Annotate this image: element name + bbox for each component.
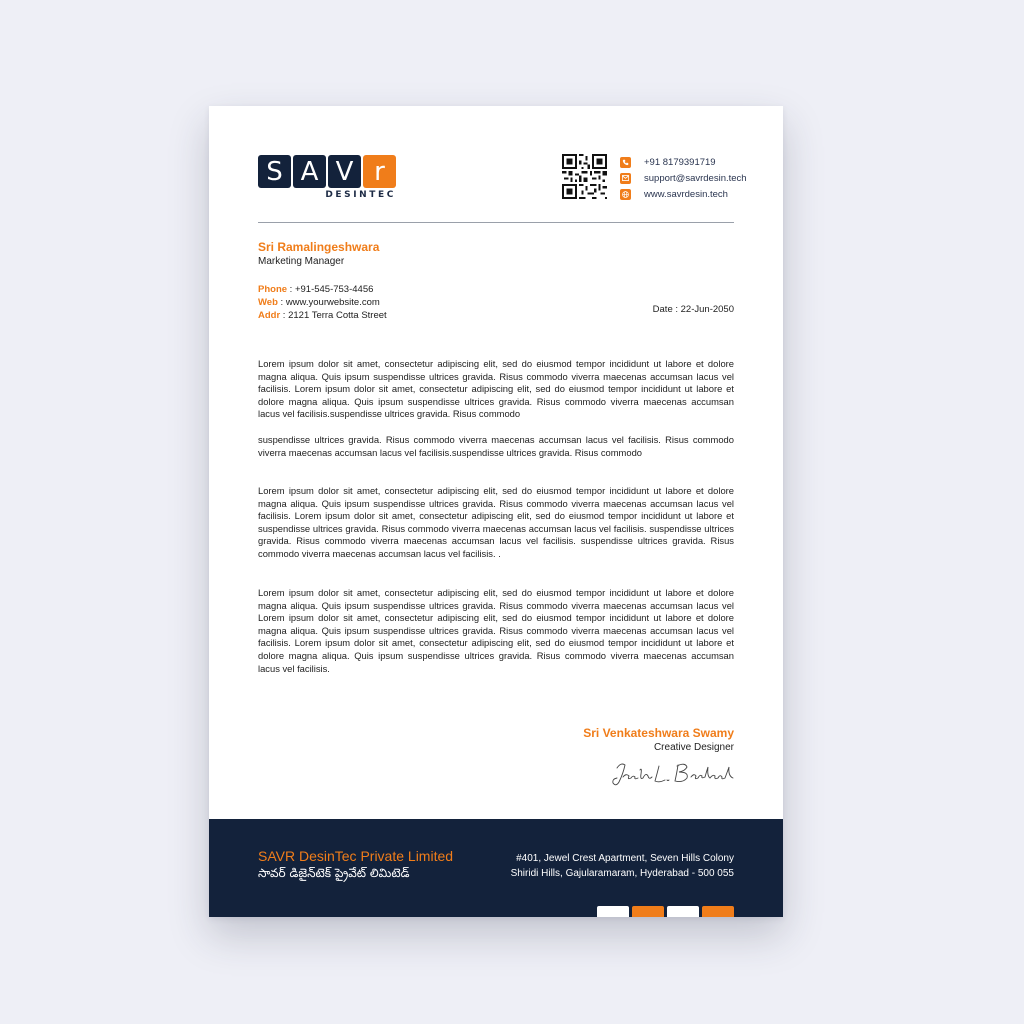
sender-details [258, 283, 387, 322]
header-divider [258, 222, 734, 223]
contact-website [620, 186, 747, 202]
logo-letter-v: V [328, 155, 361, 188]
footer-company [258, 848, 453, 882]
contact-website-text: www.savrdesin.tech [644, 188, 728, 200]
signoff-name: Sri Venkateshwara Swamy [583, 726, 734, 740]
sender-web-line: Web : www.yourwebsite.com [258, 297, 380, 308]
contact-email [620, 170, 747, 186]
sender-phone-label: Phone [258, 284, 288, 295]
phone-icon [620, 157, 631, 168]
logo-letter-s: S [258, 155, 291, 188]
qr-code-icon [562, 154, 607, 199]
body-paragraph-3: Lorem ipsum dolor sit amet, consectetur adipiscing elit, sed do eiusmod tempor incididunt ut labore et dolore magna aliqua. Quis ipsum suspendisse ultrices gravida. Risus commodo viverra maecenas accumsan lacus vel facilisis. Lorem ipsum dolor sit amet, consectetur adipiscing elit, sed do eiusmod tempor incididunt ut labore et suspendisse ultrices gravida. Risus commodo viverra maecenas accumsan lacus vel facilisis. suspendisse ultrices gravida. Risus commodo viverra maecenas accumsan lacus vel facilisis. suspendisse ultrices gravida. Risus commodo viverra maecenas accumsan lacus vel facilisis. . [258, 485, 734, 559]
logo-letter-r: r [363, 155, 396, 188]
footer-address [511, 851, 734, 881]
footer-color-tabs [597, 906, 734, 917]
contact-phone-text: +91 8179391719 [644, 156, 716, 168]
logo-subtitle: DESINTEC [325, 190, 396, 200]
footer-tab-orange-1 [632, 906, 664, 917]
handwritten-signature [607, 756, 737, 790]
footer-company-telugu: సావర్ డిజైన్‌టెక్ ప్రైవేట్ లిమిటెడ్ [258, 866, 410, 880]
footer-address-line-2: Shiridi Hills, Gajularamaram, Hyderabad - 500 055 [510, 868, 734, 879]
sender-web-label: Web [258, 297, 278, 308]
footer-tab-white-2 [667, 906, 699, 917]
footer-address-line-1: #401, Jewel Crest Apartment, Seven Hills Colony [516, 853, 734, 864]
letterhead-sheet [209, 106, 783, 917]
footer-tab-orange-2 [702, 906, 734, 917]
signoff-title: Creative Designer [653, 742, 734, 753]
letter-date: Date : 22-Jun-2050 [652, 304, 734, 315]
contact-phone [620, 154, 747, 170]
mail-icon [620, 173, 631, 184]
sender-addr-line: Addr : 2121 Terra Cotta Street [258, 310, 387, 321]
sender-phone-line: Phone : +91-545-753-4456 [258, 284, 374, 295]
body-paragraph-4: Lorem ipsum dolor sit amet, consectetur adipiscing elit, sed do eiusmod tempor incididunt ut labore et dolore magna aliqua. Quis ipsum suspendisse ultrices gravida. Risus commodo viverra maecenas accumsan lacus vel Lorem ipsum dolor sit amet, consectetur adipiscing elit, sed do eiusmod tempor incididunt ut labore et dolore magna aliqua. Quis ipsum suspendisse ultrices gravida. Risus commodo viverra maecenas accumsan lacus vel facilisis. Lorem ipsum dolor sit amet, consectetur adipiscing elit, sed do eiusmod tempor incididunt ut labore et dolore magna aliqua. Quis ipsum suspendisse ultrices gravida. Risus commodo viverra maecenas accumsan lacus vel facilisis. [258, 587, 734, 674]
footer-band [209, 819, 783, 917]
sender-phone-value: +91-545-753-4456 [294, 284, 374, 295]
body-paragraph-2: suspendisse ultrices gravida. Risus commodo viverra maecenas accumsan lacus vel facilisis. Risus commodo viverra maecenas accumsan lacus vel facilisis.suspendisse ultrices gravida. Risus commodo [258, 434, 734, 458]
sender-name: Sri Ramalingeshwara [258, 240, 380, 254]
footer-company-name: SAVR DesinTec Private Limited [258, 848, 454, 864]
sender-addr-value: 2121 Terra Cotta Street [288, 310, 387, 321]
globe-icon [620, 189, 631, 200]
sender-title: Marketing Manager [258, 256, 345, 267]
logo-letters [258, 155, 398, 188]
company-logo [258, 155, 398, 201]
sender-web-value: www.yourwebsite.com [285, 297, 380, 308]
header-contact-list [620, 154, 747, 202]
sender-addr-label: Addr [258, 310, 281, 321]
logo-letter-a: A [293, 155, 326, 188]
sender-block [258, 240, 387, 322]
contact-email-text: support@savrdesin.tech [644, 172, 747, 184]
body-paragraph-1: Lorem ipsum dolor sit amet, consectetur adipiscing elit, sed do eiusmod tempor incididunt ut labore et dolore magna aliqua. Quis ipsum suspendisse ultrices gravida. Risus commodo viverra maecenas accumsan lacus vel facilisis. Lorem ipsum dolor sit amet, consectetur adipiscing elit, sed do eiusmod tempor incididunt ut labore et dolore magna aliqua. Quis ipsum suspendisse ultrices gravida. Risus commodo viverra maecenas accumsan lacus vel facilisis.suspendisse ultrices gravida. Risus commodo [258, 358, 734, 420]
signoff-block [583, 726, 734, 754]
footer-tab-white-1 [597, 906, 629, 917]
